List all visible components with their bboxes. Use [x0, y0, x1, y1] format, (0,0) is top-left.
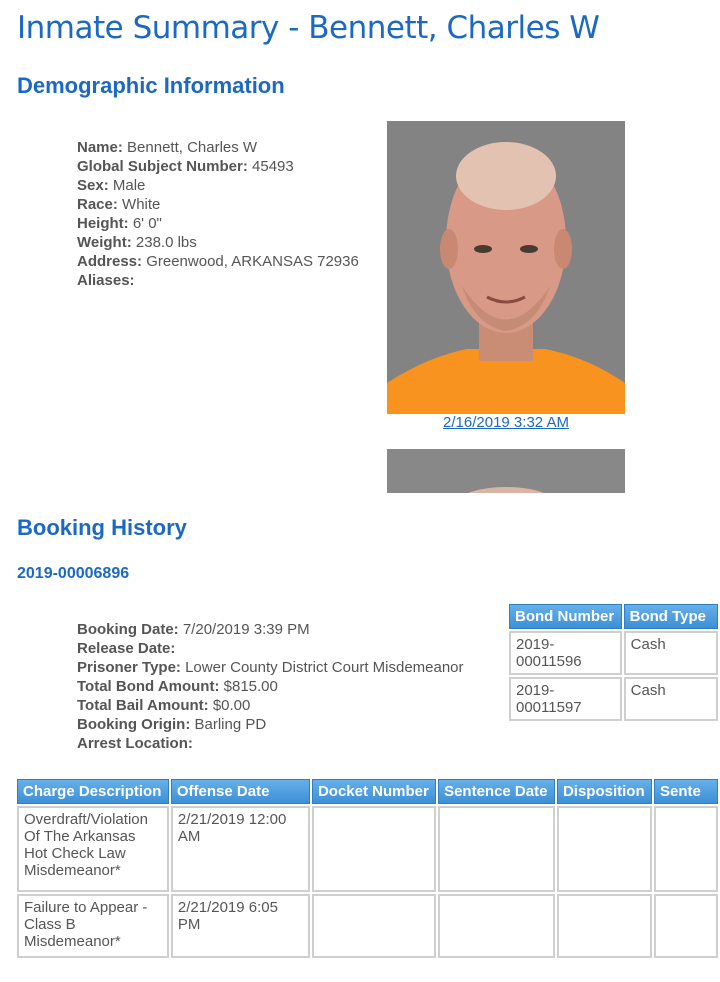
column-header-sentence[interactable]: Sente: [654, 779, 718, 804]
field-label: Prisoner Type:: [77, 659, 181, 676]
bond-type-cell: Cash: [624, 631, 718, 675]
offense-date-cell: 2/21/2019 6:05 PM: [171, 894, 310, 958]
page-title: Inmate Summary - Bennett, Charles W: [17, 10, 600, 46]
field-value: 6' 0": [132, 215, 162, 232]
field-label: Booking Date:: [77, 621, 179, 638]
docket-number-cell: [312, 806, 436, 892]
bond-number-cell: 2019-00011597: [509, 677, 622, 721]
field-address: [77, 252, 359, 271]
booking-history-heading: Booking History: [17, 515, 187, 540]
field-value: 7/20/2019 3:39 PM: [182, 621, 310, 638]
field-label: Total Bond Amount:: [77, 678, 220, 695]
sentence-cell: [654, 806, 718, 892]
booking-info: [77, 620, 464, 753]
field-total-bail-amount: [77, 696, 464, 715]
charges-table: [15, 777, 720, 960]
sentence-cell: [654, 894, 718, 958]
field-label: Race:: [77, 196, 118, 213]
column-header-bond-type[interactable]: Bond Type: [624, 604, 718, 629]
field-value: 45493: [252, 158, 294, 175]
table-row: [17, 894, 718, 958]
field-label: Arrest Location:: [77, 735, 193, 752]
column-header-docket-number[interactable]: Docket Number: [312, 779, 436, 804]
field-booking-date: [77, 620, 464, 639]
sentence-date-cell: [438, 894, 555, 958]
photo-date-link[interactable]: 2/16/2019 3:32 AM: [443, 414, 569, 431]
field-value: White: [122, 196, 161, 213]
column-header-disposition[interactable]: Disposition: [557, 779, 652, 804]
table-row: [509, 677, 718, 721]
bond-number-cell: 2019-00011596: [509, 631, 622, 675]
demographic-heading: Demographic Information: [17, 73, 285, 98]
field-value: $815.00: [223, 678, 278, 695]
field-label: Booking Origin:: [77, 716, 191, 733]
table-header-row: [509, 604, 718, 629]
field-prisoner-type: [77, 658, 464, 677]
column-header-sentence-date[interactable]: Sentence Date: [438, 779, 555, 804]
field-arrest-location: [77, 734, 464, 753]
demographic-info: [77, 138, 359, 290]
disposition-cell: [557, 806, 652, 892]
field-global-subject-number: [77, 157, 359, 176]
field-label: Sex:: [77, 177, 109, 194]
field-value: Male: [112, 177, 146, 194]
offense-date-cell: 2/21/2019 12:00 AM: [171, 806, 310, 892]
field-label: Release Date:: [77, 640, 176, 657]
table-row: [17, 806, 718, 892]
booking-number: 2019-00006896: [17, 565, 130, 582]
field-weight: [77, 233, 359, 252]
bond-table: [507, 602, 720, 723]
field-label: Address:: [77, 253, 143, 270]
column-header-offense-date[interactable]: Offense Date: [171, 779, 310, 804]
field-sex: [77, 176, 359, 195]
column-header-charge-description[interactable]: Charge Description: [17, 779, 169, 804]
field-release-date: [77, 639, 464, 658]
mugshot-photo-2[interactable]: [387, 449, 625, 493]
field-value: Lower County District Court Misdemeanor: [185, 659, 464, 676]
column-header-bond-number[interactable]: Bond Number: [509, 604, 622, 629]
field-label: Height:: [77, 215, 129, 232]
field-total-bond-amount: [77, 677, 464, 696]
field-label: Name:: [77, 139, 123, 156]
table-row: [509, 631, 718, 675]
disposition-cell: [557, 894, 652, 958]
field-value: Greenwood, ARKANSAS 72936: [146, 253, 359, 270]
field-label: Global Subject Number:: [77, 158, 248, 175]
field-value: Bennett, Charles W: [127, 139, 258, 156]
bond-type-cell: Cash: [624, 677, 718, 721]
field-label: Total Bail Amount:: [77, 697, 209, 714]
field-value: $0.00: [212, 697, 251, 714]
field-value: 238.0 lbs: [135, 234, 197, 251]
mugshot-photo[interactable]: [387, 121, 625, 414]
charge-description-cell: Failure to Appear - Class B Misdemeanor*: [17, 894, 169, 958]
docket-number-cell: [312, 894, 436, 958]
table-header-row: [17, 779, 718, 804]
charge-description-cell: Overdraft/Violation Of The Arkansas Hot Check Law Misdemeanor*: [17, 806, 169, 892]
field-label: Weight:: [77, 234, 132, 251]
field-value: Barling PD: [194, 716, 267, 733]
field-label: Aliases:: [77, 272, 135, 289]
field-name: [77, 138, 359, 157]
sentence-date-cell: [438, 806, 555, 892]
field-booking-origin: [77, 715, 464, 734]
field-race: [77, 195, 359, 214]
field-aliases: [77, 271, 359, 290]
field-height: [77, 214, 359, 233]
